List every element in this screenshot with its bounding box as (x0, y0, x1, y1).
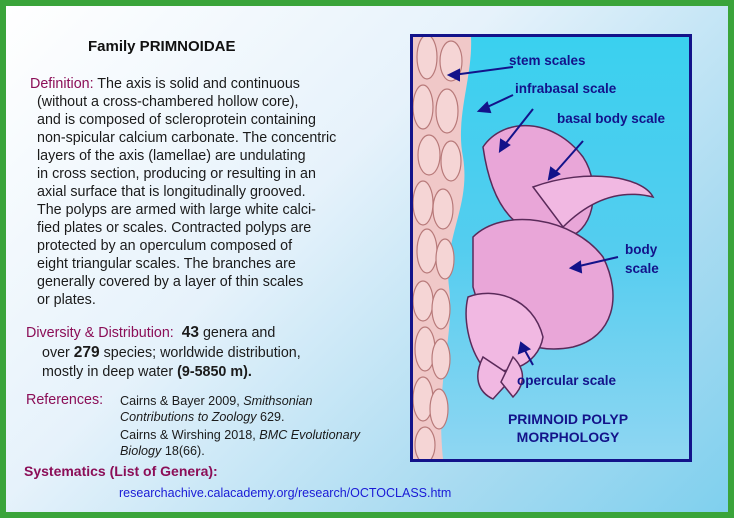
definition-line: (without a cross-chambered hollow core), (37, 94, 299, 110)
label-stem-scales: stem scales (509, 53, 586, 68)
page-title: Family PRIMNOIDAE (88, 38, 236, 55)
reference-line: Biology 18(66). (120, 444, 205, 458)
diversity-line: over 279 species; worldwide distribution, (42, 344, 301, 361)
genera-count: 43 (181, 324, 199, 341)
figure-caption-line2: MORPHOLOGY (516, 429, 620, 445)
definition-label: Definition: (30, 76, 94, 92)
definition-line: layers of the axis (lamellae) are undulating (37, 148, 306, 164)
definition-line: non-spicular calcium carbonate. The concentric (37, 130, 337, 146)
references-label: References: (26, 392, 104, 408)
depth-range: (9-5850 m). (177, 364, 252, 380)
systematics-heading: Systematics (List of Genera): (24, 463, 218, 479)
definition-line: generally covered by a layer of thin scales (37, 274, 304, 290)
label-body-scale-1: body (625, 242, 658, 257)
reference-line: Contributions to Zoology 629. (120, 410, 285, 424)
definition-line: or plates. (37, 292, 96, 308)
figure-caption-line1: PRIMNOID POLYP (507, 411, 629, 427)
label-body-scale-2: scale (625, 261, 659, 276)
reference-line: Cairns & Wirshing 2018, BMC Evolutionary (120, 428, 361, 442)
definition-line: eight triangular scales. The branches are (37, 256, 296, 272)
stem-scales-graphic (413, 37, 471, 459)
label-basal-body-scale: basal body scale (557, 111, 666, 126)
diversity-line: mostly in deep water (9-5850 m). (42, 364, 252, 380)
diversity-label: Diversity & Distribution: (26, 325, 174, 341)
definition-line: fied plates or scales. Contracted polyps are (37, 220, 312, 236)
definition-line: protected by an operculum composed of (37, 238, 293, 254)
definition-line: and is composed of scleroprotein containing (37, 112, 316, 128)
definition-line: Definition: The axis is solid and continuous (30, 76, 300, 92)
label-opercular-scale: opercular scale (517, 373, 617, 388)
species-count: 279 (73, 344, 100, 361)
diversity-line: Diversity & Distribution: 43 genera and (26, 324, 276, 341)
reference-line: Cairns & Bayer 2009, Smithsonian (120, 394, 313, 408)
definition-line: in cross section, producing or resulting in an (37, 166, 316, 182)
definition-line: axial surface that is longitudinally grooved. (37, 184, 306, 200)
genera-list-link[interactable]: researchachive.calacademy.org/research/OCTOCLASS.htm (119, 486, 452, 500)
definition-line: The polyps are armed with large white calci- (37, 202, 316, 218)
label-infrabasal-scale: infrabasal scale (515, 81, 617, 96)
polyp-figure (410, 34, 692, 462)
